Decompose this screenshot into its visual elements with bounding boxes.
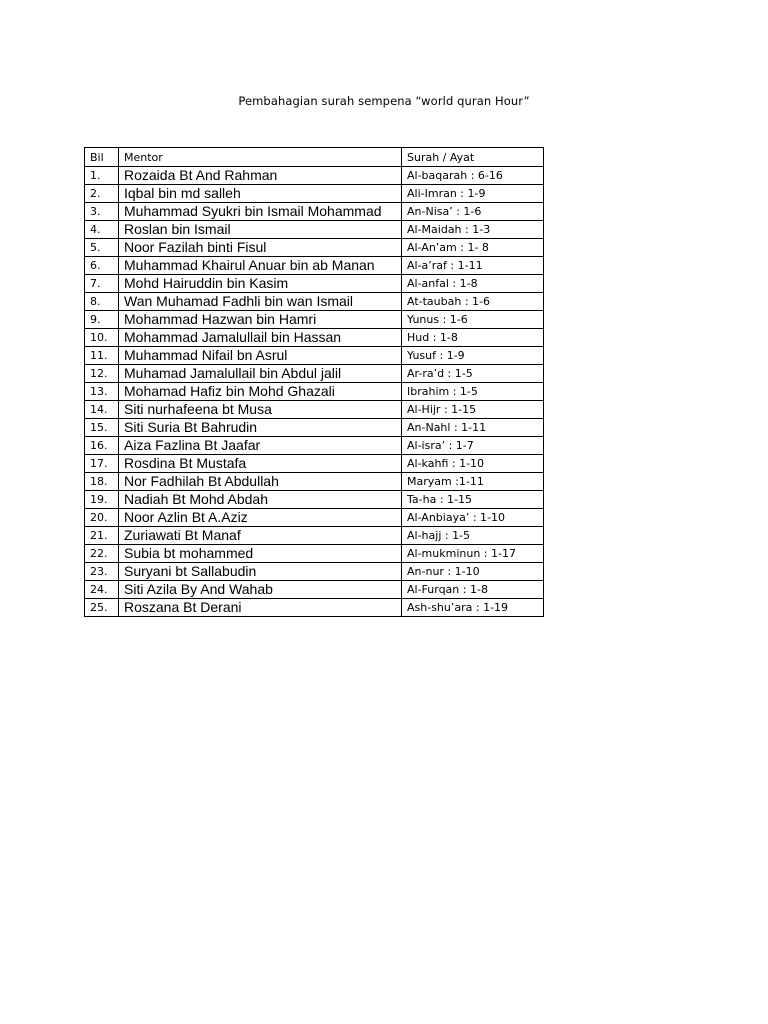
row-number: 2.: [85, 185, 119, 203]
mentor-name: Rozaida Bt And Rahman: [119, 167, 402, 185]
mentor-name: Aiza Fazlina Bt Jaafar: [119, 437, 402, 455]
row-number: 22.: [85, 545, 119, 563]
table-row: [85, 419, 544, 437]
surah-ayat: Al-hajj : 1-5: [402, 527, 544, 545]
surah-ayat: Al-anfal : 1-8: [402, 275, 544, 293]
row-number: 12.: [85, 365, 119, 383]
table-row: [85, 311, 544, 329]
table-row: [85, 383, 544, 401]
mentor-name: Muhammad Nifail bn Asrul: [119, 347, 402, 365]
row-number: 13.: [85, 383, 119, 401]
mentor-name: Roslan bin Ismail: [119, 221, 402, 239]
row-number: 14.: [85, 401, 119, 419]
row-number: 1.: [85, 167, 119, 185]
mentor-name: Siti Azila By And Wahab: [119, 581, 402, 599]
mentor-name: Subia bt mohammed: [119, 545, 402, 563]
surah-ayat: An-Nahl : 1-11: [402, 419, 544, 437]
row-number: 16.: [85, 437, 119, 455]
table-row: [85, 473, 544, 491]
table-row: [85, 437, 544, 455]
mentor-name: Mohammad Hazwan bin Hamri: [119, 311, 402, 329]
surah-ayat: Yunus : 1-6: [402, 311, 544, 329]
mentor-table: [84, 147, 544, 617]
surah-ayat: Yusuf : 1-9: [402, 347, 544, 365]
mentor-name: Mohamad Hafiz bin Mohd Ghazali: [119, 383, 402, 401]
document-title: Pembahagian surah sempena “world quran Hour”: [238, 94, 530, 108]
row-number: 20.: [85, 509, 119, 527]
surah-ayat: At-taubah : 1-6: [402, 293, 544, 311]
row-number: 19.: [85, 491, 119, 509]
surah-ayat: Ash-shu’ara : 1-19: [402, 599, 544, 617]
mentor-name: Suryani bt Sallabudin: [119, 563, 402, 581]
surah-ayat: Ta-ha : 1-15: [402, 491, 544, 509]
row-number: 4.: [85, 221, 119, 239]
table-row: [85, 203, 544, 221]
mentor-name: Noor Azlin Bt A.Aziz: [119, 509, 402, 527]
mentor-name: Mohammad Jamalullail bin Hassan: [119, 329, 402, 347]
table-row: [85, 347, 544, 365]
row-number: 25.: [85, 599, 119, 617]
surah-ayat: Al-Anbiaya’ : 1-10: [402, 509, 544, 527]
surah-ayat: Al-mukminun : 1-17: [402, 545, 544, 563]
mentor-name: Iqbal bin md salleh: [119, 185, 402, 203]
mentor-name: Mohd Hairuddin bin Kasim: [119, 275, 402, 293]
table-row: [85, 329, 544, 347]
surah-ayat: Al-kahfi : 1-10: [402, 455, 544, 473]
mentor-name: Wan Muhamad Fadhli bin wan Ismail: [119, 293, 402, 311]
table-row: [85, 401, 544, 419]
table-row: [85, 509, 544, 527]
row-number: 24.: [85, 581, 119, 599]
table-row: [85, 239, 544, 257]
surah-ayat: Al-An’am : 1- 8: [402, 239, 544, 257]
surah-ayat: Al-baqarah : 6-16: [402, 167, 544, 185]
mentor-name: Siti Suria Bt Bahrudin: [119, 419, 402, 437]
mentor-name: Muhamad Jamalullail bin Abdul jalil: [119, 365, 402, 383]
table-row: [85, 599, 544, 617]
table-row: [85, 527, 544, 545]
mentor-name: Muhammad Khairul Anuar bin ab Manan: [119, 257, 402, 275]
row-number: 15.: [85, 419, 119, 437]
row-number: 5.: [85, 239, 119, 257]
table-row: [85, 275, 544, 293]
header-mentor: Mentor: [119, 148, 402, 167]
surah-ayat: Ali-Imran : 1-9: [402, 185, 544, 203]
row-number: 8.: [85, 293, 119, 311]
row-number: 6.: [85, 257, 119, 275]
mentor-name: Nor Fadhilah Bt Abdullah: [119, 473, 402, 491]
surah-ayat: Al-Maidah : 1-3: [402, 221, 544, 239]
table-row: [85, 221, 544, 239]
surah-ayat: An-Nisa’ : 1-6: [402, 203, 544, 221]
row-number: 23.: [85, 563, 119, 581]
mentor-name: Muhammad Syukri bin Ismail Mohammad: [119, 203, 402, 221]
header-bil: Bil: [85, 148, 119, 167]
surah-ayat: Al-a’raf : 1-11: [402, 257, 544, 275]
table-row: [85, 293, 544, 311]
surah-ayat: Al-Hijr : 1-15: [402, 401, 544, 419]
mentor-name: Nadiah Bt Mohd Abdah: [119, 491, 402, 509]
surah-ayat: Hud : 1-8: [402, 329, 544, 347]
mentor-name: Rosdina Bt Mustafa: [119, 455, 402, 473]
mentor-name: Noor Fazilah binti Fisul: [119, 239, 402, 257]
row-number: 9.: [85, 311, 119, 329]
mentor-name: Zuriawati Bt Manaf: [119, 527, 402, 545]
row-number: 3.: [85, 203, 119, 221]
table-row: [85, 167, 544, 185]
surah-ayat: Al-Furqan : 1-8: [402, 581, 544, 599]
surah-ayat: Ar-ra’d : 1-5: [402, 365, 544, 383]
surah-ayat: Ibrahim : 1-5: [402, 383, 544, 401]
mentor-name: Siti nurhafeena bt Musa: [119, 401, 402, 419]
row-number: 7.: [85, 275, 119, 293]
table-row: [85, 455, 544, 473]
table-header-row: [85, 148, 544, 167]
table-row: [85, 563, 544, 581]
table-row: [85, 185, 544, 203]
surah-ayat: Al-isra’ : 1-7: [402, 437, 544, 455]
mentor-name: Roszana Bt Derani: [119, 599, 402, 617]
row-number: 17.: [85, 455, 119, 473]
table-row: [85, 365, 544, 383]
row-number: 10.: [85, 329, 119, 347]
row-number: 18.: [85, 473, 119, 491]
table-row: [85, 581, 544, 599]
table-row: [85, 491, 544, 509]
surah-ayat: Maryam :1-11: [402, 473, 544, 491]
table-row: [85, 545, 544, 563]
table-row: [85, 257, 544, 275]
row-number: 21.: [85, 527, 119, 545]
row-number: 11.: [85, 347, 119, 365]
header-surah: Surah / Ayat: [402, 148, 544, 167]
surah-ayat: An-nur : 1-10: [402, 563, 544, 581]
